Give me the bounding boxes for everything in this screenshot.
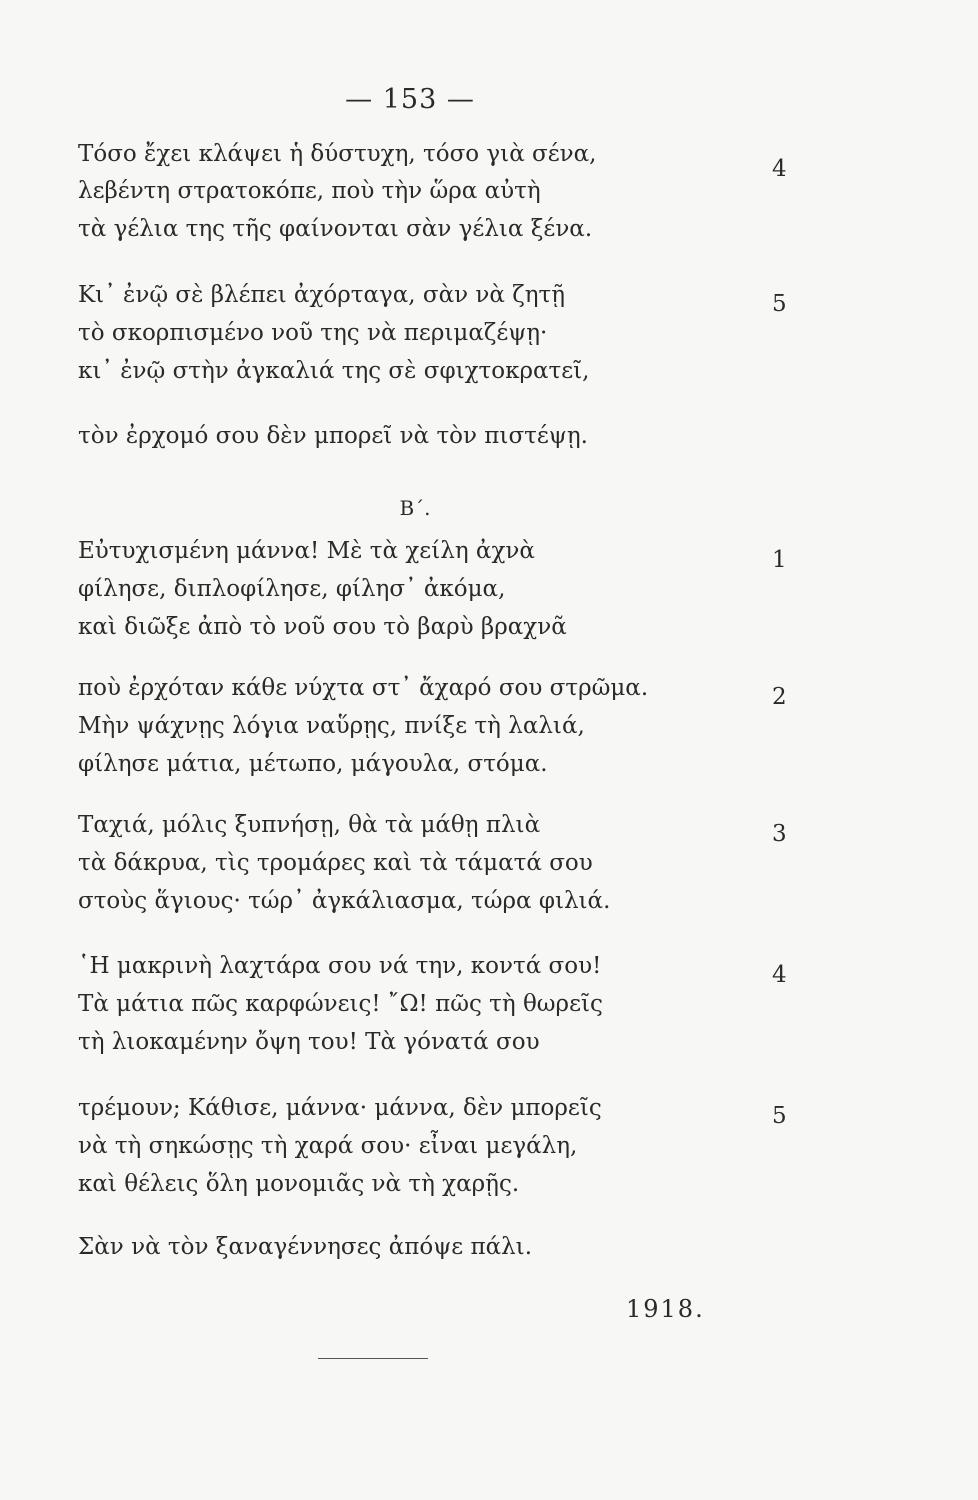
page-number: — 153 —	[345, 84, 475, 115]
poem-line: Μὴν ψάχνῃς λόγια ναὕρῃς, πνίξε τὴ λαλιά,	[78, 713, 585, 739]
poem-line: τὰ δάκρυα, τὶς τρομάρες καὶ τὰ τάματά σου	[78, 850, 593, 876]
poem-line: φίλησε μάτια, μέτωπο, μάγουλα, στόμα.	[78, 751, 548, 777]
stanza-number: 4	[772, 962, 787, 988]
stanza-number: 3	[772, 821, 787, 847]
poem-line: τὸν ἐρχομό σου δὲν μπορεῖ νὰ τὸν πιστέψῃ.	[78, 423, 588, 449]
poem-line: Σὰν νὰ τὸν ξαναγέννησες ἀπόψε πάλι.	[78, 1234, 533, 1260]
date: 1918.	[626, 1295, 705, 1323]
poem-line: κι᾿ ἐνῷ στὴν ἀγκαλιά της σὲ σφιχτοκρατεῖ,	[78, 358, 590, 384]
poem-line: Τὰ μάτια πῶς καρφώνεις! ῎Ω! πῶς τὴ θωρεῖς	[78, 991, 603, 1017]
poem-line: φίλησε, διπλοφίλησε, φίλησ᾿ ἀκόμα,	[78, 576, 506, 602]
poem-line: στοὺς ἅγιους· τώρ᾿ ἀγκάλιασμα, τώρα φιλιά.	[78, 888, 611, 914]
poem-line: Ταχιά, μόλις ξυπνήσῃ, θὰ τὰ μάθῃ πλιὰ	[78, 812, 541, 838]
end-rule	[318, 1358, 428, 1359]
poem-line: τὰ γέλια της τῆς φαίνονται σὰν γέλια ξένα.	[78, 216, 593, 242]
stanza-number: 5	[772, 1103, 787, 1129]
part-heading: Β΄.	[399, 496, 431, 520]
poem-line: καὶ θέλεις ὅλη μονομιᾶς νὰ τὴ χαρῇς.	[78, 1171, 520, 1197]
stanza-number: 2	[772, 684, 787, 710]
poem-line: Κι᾿ ἐνῷ σὲ βλέπει ἀχόρταγα, σὰν νὰ ζητῇ	[78, 282, 565, 308]
poem-line: τὸ σκορπισμένο νοῦ της νὰ περιμαζέψῃ·	[78, 320, 548, 346]
poem-line: καὶ διῶξε ἀπὸ τὸ νοῦ σου τὸ βαρὺ βραχνᾶ	[78, 614, 567, 640]
stanza-number: 4	[772, 156, 787, 182]
poem-line: νὰ τὴ σηκώσῃς τὴ χαρά σου· εἶναι μεγάλη,	[78, 1133, 578, 1159]
poem-line: Εὐτυχισμένη μάννα! Μὲ τὰ χείλη ἀχνὰ	[78, 538, 535, 564]
poem-line: τὴ λιοκαμένην ὄψη του! Τὰ γόνατά σου	[78, 1029, 540, 1055]
poem-line: Τόσο ἔχει κλάψει ἡ δύστυχη, τόσο γιὰ σένα,	[78, 141, 597, 167]
poem-line: ῾Η μακρινὴ λαχτάρα σου νά την, κοντά σου!	[78, 953, 602, 979]
poem-line: τρέμουν; Κάθισε, μάννα· μάννα, δὲν μπορεῖς	[78, 1095, 602, 1121]
stanza-number: 1	[772, 547, 787, 573]
stanza-number: 5	[772, 291, 787, 317]
poem-line: ποὺ ἐρχόταν κάθε νύχτα στ᾿ ἄχαρό σου στρῶμα.	[78, 675, 649, 701]
poem-line: λεβέντη στρατοκόπε, ποὺ τὴν ὥρα αὐτὴ	[78, 178, 541, 204]
